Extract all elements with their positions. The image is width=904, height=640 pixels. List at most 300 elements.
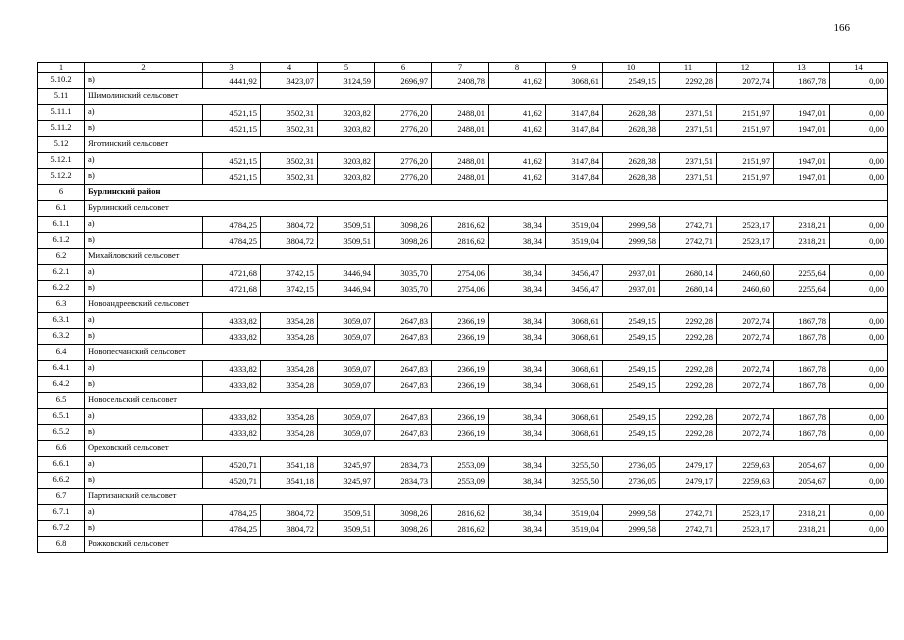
row-label: а) (85, 105, 203, 121)
row-label: в) (85, 233, 203, 249)
column-header: 9 (546, 63, 603, 73)
value-cell: 3446,94 (318, 281, 375, 297)
value-cell: 2366,19 (432, 313, 489, 329)
value-cell: 3098,26 (375, 217, 432, 233)
row-code: 6.6.2 (38, 473, 85, 489)
value-cell: 3147,84 (546, 121, 603, 137)
value-cell: 2292,28 (660, 313, 717, 329)
value-cell: 2318,21 (774, 521, 830, 537)
table-row (38, 265, 888, 281)
value-cell: 2151,97 (717, 153, 774, 169)
column-header: 4 (261, 63, 318, 73)
value-cell: 2072,74 (717, 425, 774, 441)
table-row (38, 457, 888, 473)
section-name: Новопесчанский сельсовет (85, 345, 888, 361)
value-cell: 0,00 (830, 121, 888, 137)
value-cell: 3098,26 (375, 233, 432, 249)
value-cell: 3098,26 (375, 505, 432, 521)
value-cell: 38,34 (489, 313, 546, 329)
row-code: 6.2 (38, 249, 85, 265)
value-cell: 38,34 (489, 217, 546, 233)
value-cell: 3519,04 (546, 217, 603, 233)
value-cell: 3804,72 (261, 521, 318, 537)
row-code: 6.1.1 (38, 217, 85, 233)
value-cell: 2628,38 (603, 169, 660, 185)
value-cell: 2742,71 (660, 233, 717, 249)
value-cell: 4333,82 (203, 313, 261, 329)
value-cell: 2999,58 (603, 521, 660, 537)
value-cell: 3456,47 (546, 265, 603, 281)
value-cell: 2736,05 (603, 457, 660, 473)
value-cell: 3059,07 (318, 361, 375, 377)
value-cell: 3059,07 (318, 425, 375, 441)
value-cell: 3245,97 (318, 457, 375, 473)
value-cell: 2072,74 (717, 329, 774, 345)
value-cell: 2553,09 (432, 473, 489, 489)
value-cell: 2072,74 (717, 361, 774, 377)
section-row (38, 393, 888, 409)
row-label: в) (85, 281, 203, 297)
value-cell: 2999,58 (603, 505, 660, 521)
value-cell: 2680,14 (660, 281, 717, 297)
value-cell: 2937,01 (603, 265, 660, 281)
row-label: а) (85, 217, 203, 233)
value-cell: 0,00 (830, 409, 888, 425)
table-row (38, 121, 888, 137)
value-cell: 2259,63 (717, 473, 774, 489)
value-cell: 2696,97 (375, 73, 432, 89)
section-name: Новоандреевский сельсовет (85, 297, 888, 313)
row-code: 6.2.2 (38, 281, 85, 297)
value-cell: 38,34 (489, 233, 546, 249)
column-header: 11 (660, 63, 717, 73)
value-cell: 38,34 (489, 505, 546, 521)
value-cell: 3147,84 (546, 105, 603, 121)
value-cell: 3124,59 (318, 73, 375, 89)
value-cell: 38,34 (489, 457, 546, 473)
value-cell: 2366,19 (432, 409, 489, 425)
table-row (38, 73, 888, 89)
value-cell: 2999,58 (603, 233, 660, 249)
column-header: 3 (203, 63, 261, 73)
value-cell: 2549,15 (603, 409, 660, 425)
table-body (38, 63, 888, 553)
row-label: в) (85, 169, 203, 185)
table-row (38, 377, 888, 393)
column-header: 14 (830, 63, 888, 73)
value-cell: 3068,61 (546, 313, 603, 329)
value-cell: 2776,20 (375, 169, 432, 185)
value-cell: 3245,97 (318, 473, 375, 489)
value-cell: 0,00 (830, 233, 888, 249)
value-cell: 38,34 (489, 361, 546, 377)
section-row (38, 345, 888, 361)
value-cell: 3742,15 (261, 281, 318, 297)
value-cell: 0,00 (830, 313, 888, 329)
row-code: 6.6 (38, 441, 85, 457)
value-cell: 38,34 (489, 377, 546, 393)
column-header: 7 (432, 63, 489, 73)
row-code: 6 (38, 185, 85, 201)
value-cell: 3446,94 (318, 265, 375, 281)
district-name: Бурлинский район (85, 185, 888, 201)
value-cell: 3541,18 (261, 457, 318, 473)
section-row (38, 489, 888, 505)
value-cell: 2054,67 (774, 457, 830, 473)
value-cell: 3203,82 (318, 105, 375, 121)
value-cell: 2776,20 (375, 153, 432, 169)
table-row (38, 153, 888, 169)
value-cell: 3509,51 (318, 217, 375, 233)
table-row (38, 281, 888, 297)
section-row (38, 89, 888, 105)
value-cell: 2292,28 (660, 409, 717, 425)
value-cell: 2628,38 (603, 153, 660, 169)
section-name: Рожковский сельсовет (85, 537, 888, 553)
value-cell: 2553,09 (432, 457, 489, 473)
value-cell: 2292,28 (660, 329, 717, 345)
value-cell: 2255,64 (774, 265, 830, 281)
value-cell: 2647,83 (375, 313, 432, 329)
value-cell: 2647,83 (375, 409, 432, 425)
value-cell: 0,00 (830, 105, 888, 121)
value-cell: 2742,71 (660, 521, 717, 537)
value-cell: 0,00 (830, 425, 888, 441)
value-cell: 2488,01 (432, 121, 489, 137)
value-cell: 3068,61 (546, 377, 603, 393)
value-cell: 4784,25 (203, 521, 261, 537)
value-cell: 3502,31 (261, 105, 318, 121)
value-cell: 3203,82 (318, 121, 375, 137)
value-cell: 3456,47 (546, 281, 603, 297)
value-cell: 3098,26 (375, 521, 432, 537)
value-cell: 2549,15 (603, 329, 660, 345)
value-cell: 2834,73 (375, 473, 432, 489)
row-code: 5.11.1 (38, 105, 85, 121)
value-cell: 2054,67 (774, 473, 830, 489)
value-cell: 3354,28 (261, 425, 318, 441)
value-cell: 2647,83 (375, 361, 432, 377)
district-row (38, 185, 888, 201)
value-cell: 2628,38 (603, 105, 660, 121)
value-cell: 2072,74 (717, 377, 774, 393)
row-label: в) (85, 521, 203, 537)
value-cell: 2479,17 (660, 457, 717, 473)
column-header: 6 (375, 63, 432, 73)
value-cell: 2371,51 (660, 105, 717, 121)
value-cell: 2255,64 (774, 281, 830, 297)
value-cell: 3804,72 (261, 505, 318, 521)
value-cell: 3354,28 (261, 313, 318, 329)
column-header: 8 (489, 63, 546, 73)
section-name: Новосельский сельсовет (85, 393, 888, 409)
table-row (38, 313, 888, 329)
section-row (38, 249, 888, 265)
value-cell: 2742,71 (660, 505, 717, 521)
value-cell: 3742,15 (261, 265, 318, 281)
value-cell: 3354,28 (261, 361, 318, 377)
column-header: 12 (717, 63, 774, 73)
value-cell: 0,00 (830, 281, 888, 297)
value-cell: 0,00 (830, 377, 888, 393)
value-cell: 3509,51 (318, 505, 375, 521)
row-label: а) (85, 409, 203, 425)
value-cell: 2549,15 (603, 377, 660, 393)
value-cell: 2292,28 (660, 361, 717, 377)
section-name: Бурлинский сельсовет (85, 201, 888, 217)
table-row (38, 505, 888, 521)
value-cell: 3354,28 (261, 409, 318, 425)
table-row (38, 329, 888, 345)
value-cell: 38,34 (489, 409, 546, 425)
table-row (38, 105, 888, 121)
value-cell: 2366,19 (432, 425, 489, 441)
column-header: 2 (85, 63, 203, 73)
row-code: 5.12.1 (38, 153, 85, 169)
table-row (38, 425, 888, 441)
table-row (38, 473, 888, 489)
value-cell: 41,62 (489, 121, 546, 137)
value-cell: 4521,15 (203, 169, 261, 185)
value-cell: 2366,19 (432, 329, 489, 345)
value-cell: 2523,17 (717, 505, 774, 521)
value-cell: 0,00 (830, 153, 888, 169)
value-cell: 3519,04 (546, 521, 603, 537)
value-cell: 0,00 (830, 329, 888, 345)
row-label: в) (85, 73, 203, 89)
value-cell: 2549,15 (603, 361, 660, 377)
row-code: 6.3.2 (38, 329, 85, 345)
value-cell: 0,00 (830, 505, 888, 521)
value-cell: 38,34 (489, 473, 546, 489)
row-code: 5.10.2 (38, 73, 85, 89)
row-label: в) (85, 425, 203, 441)
value-cell: 2549,15 (603, 313, 660, 329)
row-code: 6.4.1 (38, 361, 85, 377)
value-cell: 4333,82 (203, 329, 261, 345)
value-cell: 3354,28 (261, 329, 318, 345)
row-code: 5.12.2 (38, 169, 85, 185)
value-cell: 2318,21 (774, 505, 830, 521)
value-cell: 3502,31 (261, 153, 318, 169)
value-cell: 3509,51 (318, 233, 375, 249)
value-cell: 2549,15 (603, 425, 660, 441)
value-cell: 2488,01 (432, 105, 489, 121)
value-cell: 2523,17 (717, 233, 774, 249)
table-row (38, 361, 888, 377)
table-row (38, 217, 888, 233)
value-cell: 3147,84 (546, 153, 603, 169)
value-cell: 3068,61 (546, 425, 603, 441)
value-cell: 2318,21 (774, 217, 830, 233)
section-name: Яготинский сельсовет (85, 137, 888, 153)
value-cell: 1867,78 (774, 377, 830, 393)
row-code: 6.8 (38, 537, 85, 553)
table-row (38, 233, 888, 249)
value-cell: 3354,28 (261, 377, 318, 393)
value-cell: 4521,15 (203, 105, 261, 121)
row-label: в) (85, 473, 203, 489)
value-cell: 2479,17 (660, 473, 717, 489)
value-cell: 2151,97 (717, 105, 774, 121)
value-cell: 2549,15 (603, 73, 660, 89)
value-cell: 2776,20 (375, 105, 432, 121)
value-cell: 2754,06 (432, 265, 489, 281)
value-cell: 2647,83 (375, 329, 432, 345)
value-cell: 3059,07 (318, 409, 375, 425)
section-row (38, 137, 888, 153)
value-cell: 0,00 (830, 169, 888, 185)
value-cell: 0,00 (830, 265, 888, 281)
value-cell: 2259,63 (717, 457, 774, 473)
value-cell: 2366,19 (432, 377, 489, 393)
value-cell: 4333,82 (203, 377, 261, 393)
value-cell: 38,34 (489, 281, 546, 297)
tariff-table (37, 62, 888, 553)
value-cell: 1867,78 (774, 425, 830, 441)
row-code: 6.4.2 (38, 377, 85, 393)
column-header: 10 (603, 63, 660, 73)
value-cell: 3059,07 (318, 313, 375, 329)
value-cell: 2292,28 (660, 73, 717, 89)
row-code: 5.11 (38, 89, 85, 105)
value-cell: 4784,25 (203, 505, 261, 521)
value-cell: 1947,01 (774, 121, 830, 137)
value-cell: 41,62 (489, 153, 546, 169)
value-cell: 2371,51 (660, 121, 717, 137)
row-code: 6.3 (38, 297, 85, 313)
value-cell: 2834,73 (375, 457, 432, 473)
value-cell: 1947,01 (774, 169, 830, 185)
value-cell: 3068,61 (546, 329, 603, 345)
value-cell: 2647,83 (375, 377, 432, 393)
value-cell: 3059,07 (318, 329, 375, 345)
value-cell: 2754,06 (432, 281, 489, 297)
value-cell: 38,34 (489, 265, 546, 281)
row-code: 5.11.2 (38, 121, 85, 137)
section-name: Ореховский сельсовет (85, 441, 888, 457)
value-cell: 2816,62 (432, 505, 489, 521)
row-label: в) (85, 121, 203, 137)
value-cell: 0,00 (830, 473, 888, 489)
value-cell: 2776,20 (375, 121, 432, 137)
value-cell: 41,62 (489, 73, 546, 89)
value-cell: 2072,74 (717, 73, 774, 89)
section-row (38, 297, 888, 313)
value-cell: 41,62 (489, 169, 546, 185)
row-code: 6.5.1 (38, 409, 85, 425)
row-label: в) (85, 377, 203, 393)
column-header: 13 (774, 63, 830, 73)
value-cell: 4520,71 (203, 473, 261, 489)
page-number: 166 (833, 22, 850, 34)
row-code: 5.12 (38, 137, 85, 153)
row-code: 6.7.2 (38, 521, 85, 537)
value-cell: 2408,78 (432, 73, 489, 89)
value-cell: 3502,31 (261, 169, 318, 185)
value-cell: 2742,71 (660, 217, 717, 233)
value-cell: 4521,15 (203, 153, 261, 169)
row-label: а) (85, 153, 203, 169)
value-cell: 2072,74 (717, 409, 774, 425)
value-cell: 4784,25 (203, 233, 261, 249)
row-code: 6.1 (38, 201, 85, 217)
row-code: 6.5 (38, 393, 85, 409)
value-cell: 3423,07 (261, 73, 318, 89)
section-name: Михайловский сельсовет (85, 249, 888, 265)
value-cell: 0,00 (830, 521, 888, 537)
value-cell: 3519,04 (546, 233, 603, 249)
row-code: 6.5.2 (38, 425, 85, 441)
value-cell: 38,34 (489, 329, 546, 345)
value-cell: 3804,72 (261, 233, 318, 249)
value-cell: 2292,28 (660, 377, 717, 393)
table-row (38, 521, 888, 537)
value-cell: 4333,82 (203, 361, 261, 377)
row-label: в) (85, 329, 203, 345)
value-cell: 3255,50 (546, 473, 603, 489)
value-cell: 3203,82 (318, 153, 375, 169)
value-cell: 1947,01 (774, 153, 830, 169)
value-cell: 1867,78 (774, 313, 830, 329)
value-cell: 4784,25 (203, 217, 261, 233)
row-label: а) (85, 313, 203, 329)
value-cell: 2523,17 (717, 217, 774, 233)
value-cell: 3068,61 (546, 361, 603, 377)
value-cell: 3502,31 (261, 121, 318, 137)
row-code: 6.6.1 (38, 457, 85, 473)
row-label: а) (85, 457, 203, 473)
value-cell: 1947,01 (774, 105, 830, 121)
value-cell: 2292,28 (660, 425, 717, 441)
section-row (38, 201, 888, 217)
row-code: 6.3.1 (38, 313, 85, 329)
value-cell: 3509,51 (318, 521, 375, 537)
value-cell: 4721,68 (203, 265, 261, 281)
value-cell: 1867,78 (774, 409, 830, 425)
value-cell: 2816,62 (432, 233, 489, 249)
value-cell: 3147,84 (546, 169, 603, 185)
value-cell: 3203,82 (318, 169, 375, 185)
value-cell: 2488,01 (432, 153, 489, 169)
value-cell: 3068,61 (546, 409, 603, 425)
column-header: 5 (318, 63, 375, 73)
row-code: 6.7.1 (38, 505, 85, 521)
value-cell: 2816,62 (432, 217, 489, 233)
value-cell: 3541,18 (261, 473, 318, 489)
row-code: 6.4 (38, 345, 85, 361)
row-label: а) (85, 361, 203, 377)
value-cell: 0,00 (830, 361, 888, 377)
value-cell: 38,34 (489, 425, 546, 441)
value-cell: 2680,14 (660, 265, 717, 281)
value-cell: 2460,60 (717, 265, 774, 281)
value-cell: 4721,68 (203, 281, 261, 297)
value-cell: 2647,83 (375, 425, 432, 441)
value-cell: 2999,58 (603, 217, 660, 233)
section-row (38, 441, 888, 457)
value-cell: 2937,01 (603, 281, 660, 297)
value-cell: 3519,04 (546, 505, 603, 521)
value-cell: 2371,51 (660, 153, 717, 169)
row-code: 6.2.1 (38, 265, 85, 281)
column-header: 1 (38, 63, 85, 73)
value-cell: 2628,38 (603, 121, 660, 137)
value-cell: 0,00 (830, 73, 888, 89)
value-cell: 3255,50 (546, 457, 603, 473)
row-code: 6.7 (38, 489, 85, 505)
value-cell: 0,00 (830, 217, 888, 233)
